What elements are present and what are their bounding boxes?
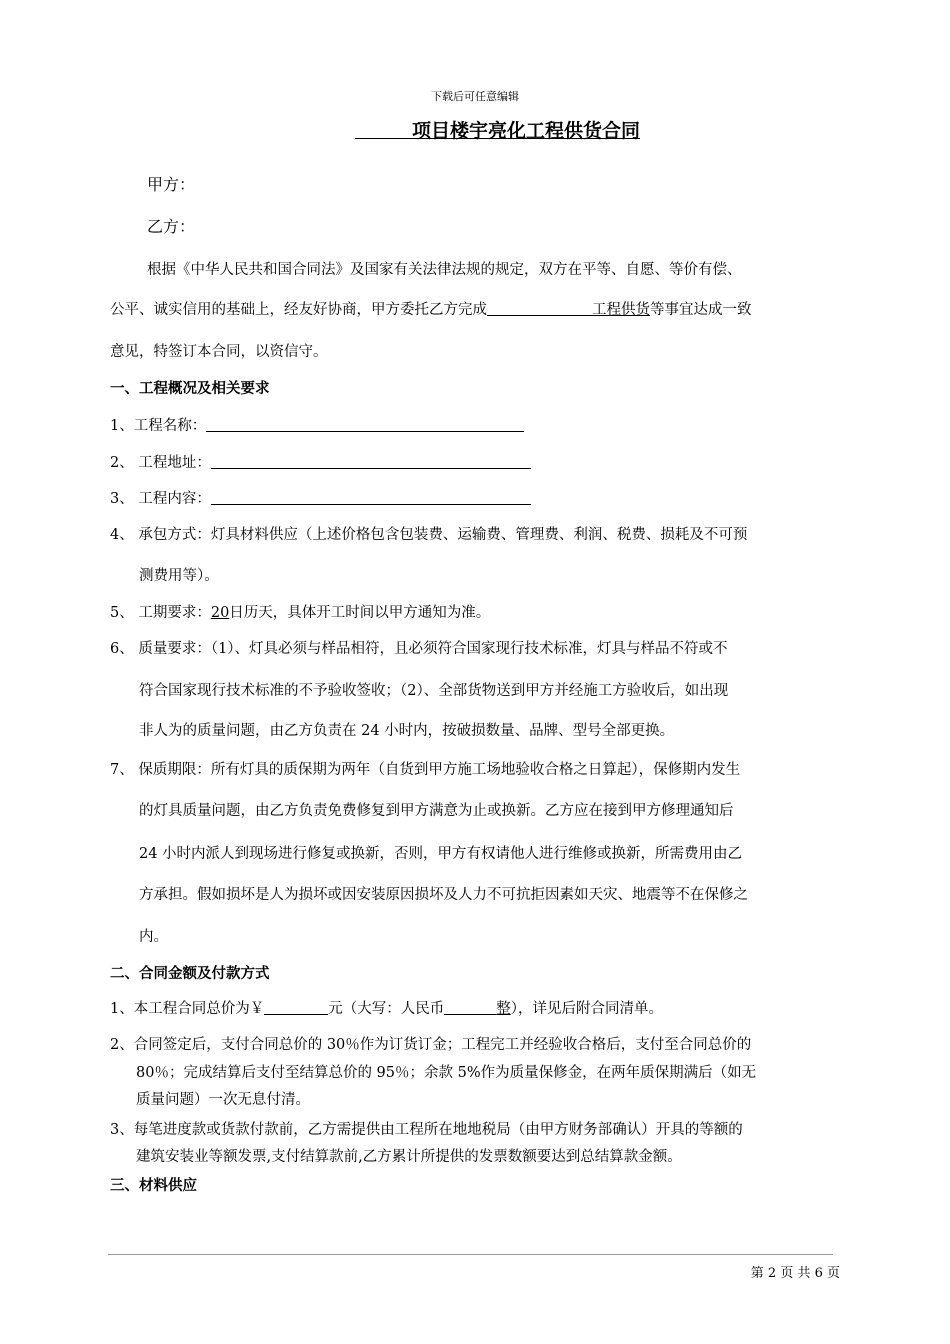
item-7-line-5: 内。 <box>139 929 168 945</box>
project-name-blank <box>206 417 524 432</box>
total-amount-blank <box>264 1000 328 1015</box>
item-5-a: 5、 工期要求： <box>110 605 211 621</box>
amount-words-blank <box>444 1000 496 1015</box>
payment-3-line-1: 3、每笔进度款或货款付款前，乙方需提供由工程所在地地税局（由甲方财务部确认）开具的等额的 <box>110 1122 743 1138</box>
item-6-line-1: 6、 质量要求：（1）、灯具必须与样品相符，且必须符合国家现行技术标准，灯具与样品不符或不 <box>110 641 728 657</box>
intro-l2u: 工程供货 <box>592 302 650 318</box>
intro-l2a: 公平、诚实信用的基础上，经友好协商，甲方委托乙方完成 <box>110 302 487 318</box>
intro-l2b: 等事宜达成一致 <box>650 302 752 318</box>
item-1 <box>110 414 524 435</box>
item-5-days: 20 <box>210 605 230 621</box>
item-4-line-2: 测费用等）。 <box>139 568 219 584</box>
item-2 <box>110 451 531 472</box>
intro-line-3: 意见，特签订本合同，以资信守。 <box>110 344 328 360</box>
item-1-label: 1、工程名称： <box>110 418 207 434</box>
item-3 <box>110 487 531 508</box>
project-content-blank <box>211 490 531 505</box>
item-5-b: 日历天，具体开工时间以甲方通知为准。 <box>229 605 491 621</box>
payment-2-line-1: 2、合同签定后，支付合同总价的 30％作为订货订金；工程完工并经验收合格后，支付至合同总价的 <box>110 1037 752 1053</box>
payment-2-line-2: 80％；完成结算后支付至结算总价的 95％；余款 5%作为质量保修金，在两年质保期满后（如无 <box>136 1065 757 1081</box>
item-7-line-4: 方承担。假如损坏是人为损坏或因安装原因损坏及人力不可抗拒因素如天灾、地震等不在保修之 <box>139 887 748 903</box>
item-3-label: 3、 工程内容： <box>110 491 211 507</box>
payment-1-u: 整 <box>496 1001 511 1017</box>
payment-2-line-3: 质量问题）一次无息付清。 <box>136 1092 310 1108</box>
payment-1-b: 元（大写：人民币 <box>328 1001 445 1017</box>
title-blank <box>355 120 412 142</box>
footer-divider <box>108 1254 833 1255</box>
item-7-line-3: 24 小时内派人到现场进行修复或换新，否则，甲方有权请他人进行维修或换新，所需费用由乙 <box>139 846 743 862</box>
intro-line-1: 根据《中华人民共和国合同法》及国家有关法律法规的规定，双方在平等、自愿、等价有偿、 <box>147 262 742 278</box>
party-a-label: 甲方： <box>147 175 196 194</box>
header-note: 下载后可任意编辑 <box>431 90 519 103</box>
section-3-heading: 三、材料供应 <box>110 1178 197 1194</box>
section-1-heading: 一、工程概况及相关要求 <box>110 381 270 397</box>
doc-title <box>355 116 640 143</box>
party-b-label: 乙方： <box>147 217 196 236</box>
item-5 <box>110 601 490 622</box>
project-address-blank <box>211 454 531 469</box>
page-number: 第 2 页 共 6 页 <box>750 1266 840 1281</box>
item-7-line-2: 的灯具质量问题，由乙方负责免费修复到甲方满意为止或换新。乙方应在接到甲方修理通知后 <box>139 803 734 819</box>
item-6-line-3: 非人为的质量问题，由乙方负责在 24 小时内，按破损数量、品牌、型号全部更换。 <box>139 723 675 739</box>
payment-1-c: ），详见后附合同清单。 <box>510 1001 663 1017</box>
payment-1 <box>110 997 663 1018</box>
item-7-line-1: 7、 保质期限：所有灯具的质保期为两年（自货到甲方施工场地验收合格之日算起），保修期内发生 <box>110 762 741 778</box>
project-blank <box>487 301 592 316</box>
payment-3-line-2: 建筑安装业等额发票,支付结算款前,乙方累计所提供的发票数额要达到总结算款金额。 <box>136 1149 682 1165</box>
intro-line-2 <box>110 298 752 319</box>
payment-1-a: 1、本工程合同总价为￥ <box>110 1001 265 1017</box>
title-text: 项目楼宇亮化工程供货合同 <box>412 120 641 142</box>
section-2-heading: 二、合同金额及付款方式 <box>110 966 270 982</box>
item-6-line-2: 符合国家现行技术标准的不予验收签收；（2）、全部货物送到甲方并经施工方验收后，如出现 <box>139 683 729 699</box>
item-2-label: 2、 工程地址： <box>110 455 211 471</box>
item-4-line-1: 4、 承包方式：灯具材料供应（上述价格包含包装费、运输费、管理费、利润、税费、损耗及不可预 <box>110 527 748 543</box>
